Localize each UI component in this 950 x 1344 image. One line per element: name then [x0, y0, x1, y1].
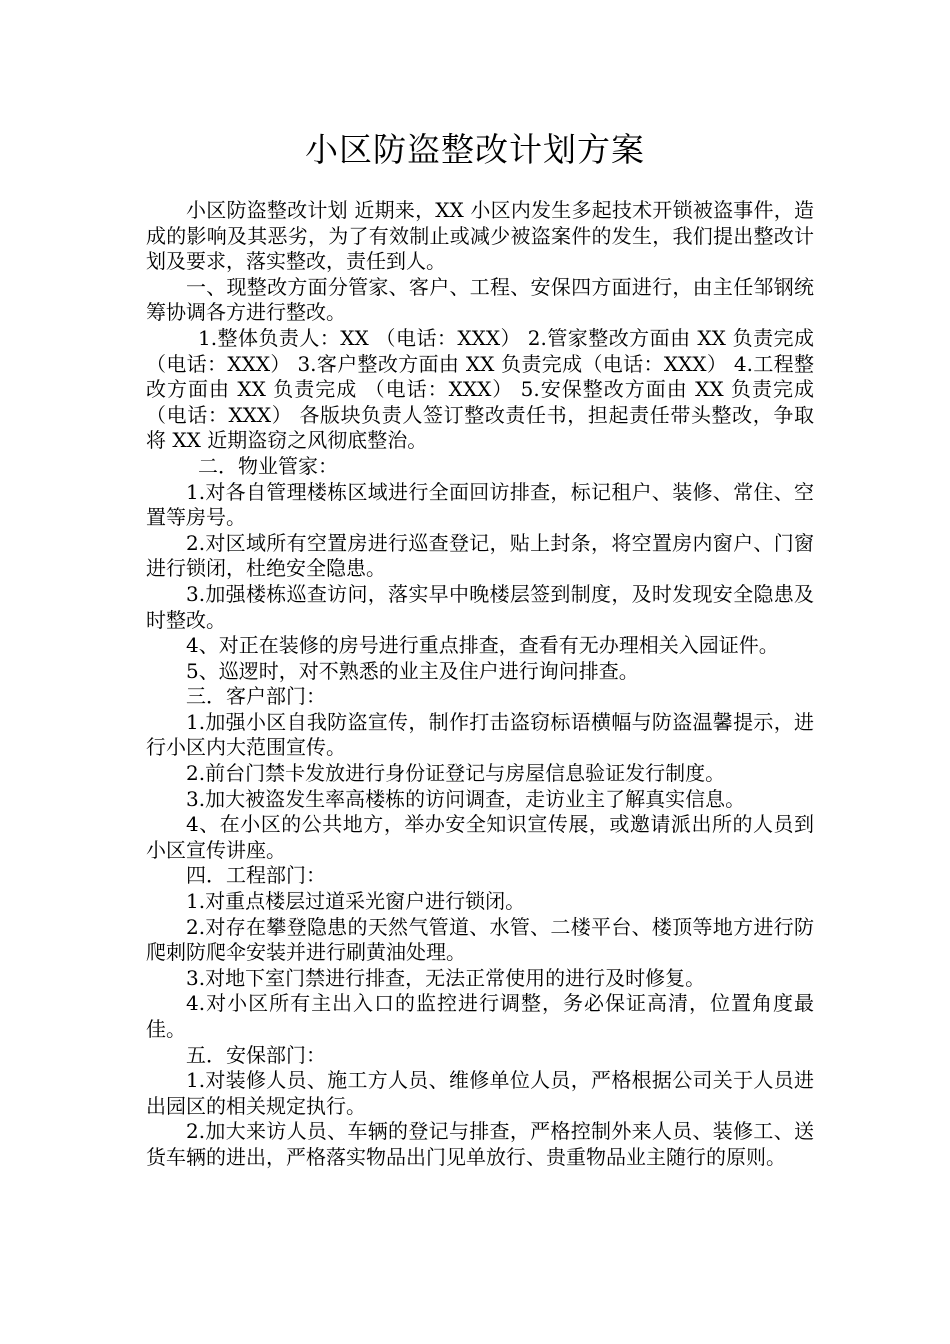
customer-item-3: 3.加大被盗发生率高楼栋的访问调查，走访业主了解真实信息。 — [186, 786, 746, 811]
customer-item-1: 1.加强小区自我防盗宣传，制作打击盗窃标语横幅与防盗温馨提示，进行小区内大范围宣传。 — [146, 709, 814, 760]
intro-paragraph: 小区防盗整改计划 近期来，XX 小区内发生多起技术开锁被盗事件，造成的影响及其恶劣，为了有效制止或减少被盗案件的发生，我们提出整改计划及要求，落实整改，责任到人。 — [146, 198, 814, 274]
property-item-2: 2.对区域所有空置房进行巡查登记，贴上封条，将空置房内窗户、门窗进行锁闭，杜绝安全隐患。 — [146, 530, 814, 581]
section-overview-paragraph: 一、现整改方面分管家、客户、工程、安保四方面进行，由主任邹钢统筹协调各方进行整改。 — [146, 274, 814, 325]
section-heading-security: 五．安保部门： — [186, 1042, 326, 1067]
property-item-4: 4、对正在装修的房号进行重点排查，查看有无办理相关入园证件。 — [186, 633, 779, 658]
engineering-item-2: 2.对存在攀登隐患的天然气管道、水管、二楼平台、楼顶等地方进行防爬刺防爬伞安装并进行刷黄油处理。 — [146, 914, 814, 965]
responsibility-paragraph: 1.整体负责人：XX （电话：XXX） 2.管家整改方面由 XX 负责完成 （电话：XXX） 3.客户整改方面由 XX 负责完成（电话：XXX） 4.工程整改方面由 XX 负责完成 （电话：XXX） 5.安保整改方面由 XX 负责完成 （电话：XXX） 各版块负责人签订整改责任书，担起责任带头整改，争取将 XX 近期盗窃之风彻底整治。 — [146, 325, 814, 453]
document-title: 小区防盗整改计划方案 — [305, 130, 645, 169]
customer-item-2: 2.前台门禁卡发放进行身份证登记与房屋信息验证发行制度。 — [186, 761, 726, 786]
security-item-2: 2.加大来访人员、车辆的登记与排查，严格控制外来人员、装修工、送货车辆的进出，严格落实物品出门见单放行、贵重物品业主随行的原则。 — [146, 1119, 814, 1169]
customer-item-4: 4、在小区的公共地方，举办安全知识宣传展，或邀请派出所的人员到小区宣传讲座。 — [146, 812, 814, 862]
property-item-1: 1.对各自管理楼栋区域进行全面回访排查，标记租户、装修、常住、空置等房号。 — [146, 479, 814, 530]
engineering-item-4: 4.对小区所有主出入口的监控进行调整，务必保证高清，位置角度最佳。 — [146, 991, 814, 1041]
section-heading-property: 二．物业管家： — [198, 453, 338, 478]
document-body — [146, 198, 814, 1171]
property-item-5: 5、巡逻时，对不熟悉的业主及住户进行询问排查。 — [186, 658, 639, 683]
engineering-item-3: 3.对地下室门禁进行排查，无法正常使用的进行及时修复。 — [186, 965, 706, 990]
section-heading-customer: 三．客户部门： — [186, 684, 326, 709]
section-heading-engineering: 四．工程部门： — [186, 863, 326, 888]
property-item-3: 3.加强楼栋巡查访问，落实早中晚楼层签到制度，及时发现安全隐患及时整改。 — [146, 581, 814, 632]
engineering-item-1: 1.对重点楼层过道采光窗户进行锁闭。 — [186, 889, 526, 914]
security-item-1: 1.对装修人员、施工方人员、维修单位人员，严格根据公司关于人员进出园区的相关规定执行。 — [146, 1068, 814, 1118]
